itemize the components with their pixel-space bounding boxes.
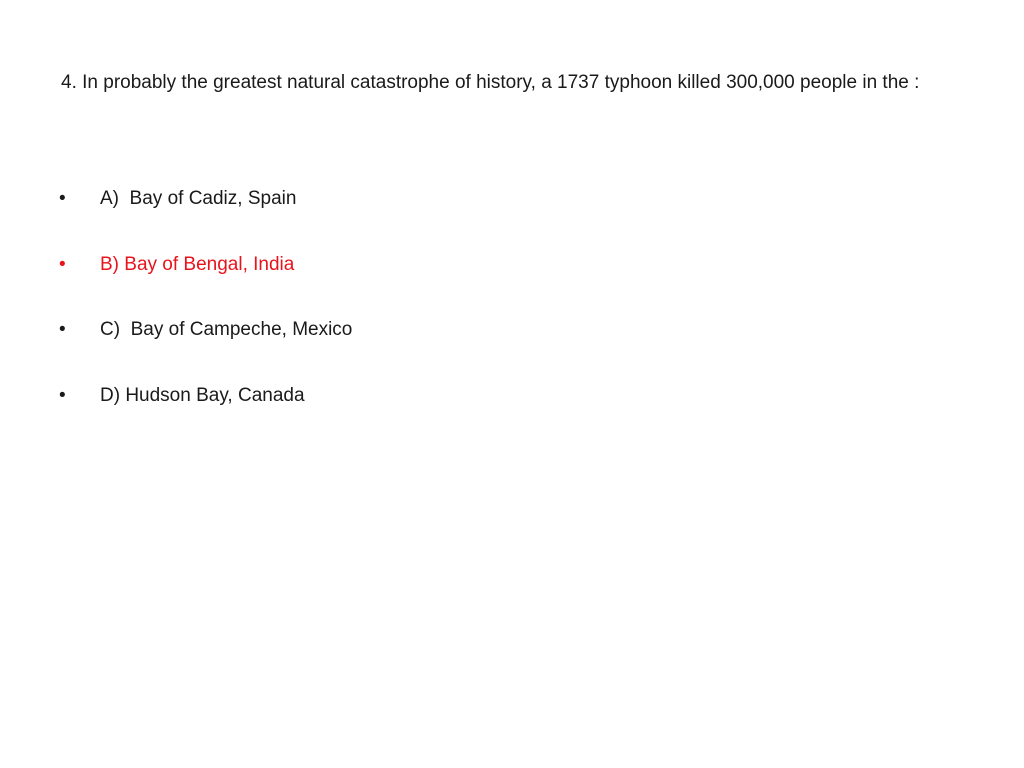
question-text: 4. In probably the greatest natural catastrophe of history, a 1737 typhoon killed 300,000 people in the : <box>61 72 920 93</box>
option-c-text: C) Bay of Campeche, Mexico <box>100 319 353 340</box>
option-d-text: D) Hudson Bay, Canada <box>100 384 305 406</box>
option-b-text: B) Bay of Bengal, India <box>100 253 295 275</box>
bullet-icon: • <box>59 319 66 340</box>
bullet-icon: • <box>59 384 66 406</box>
bullet-icon: • <box>59 188 66 209</box>
option-a-text: A) Bay of Cadiz, Spain <box>100 188 297 209</box>
bullet-icon: • <box>59 253 66 275</box>
